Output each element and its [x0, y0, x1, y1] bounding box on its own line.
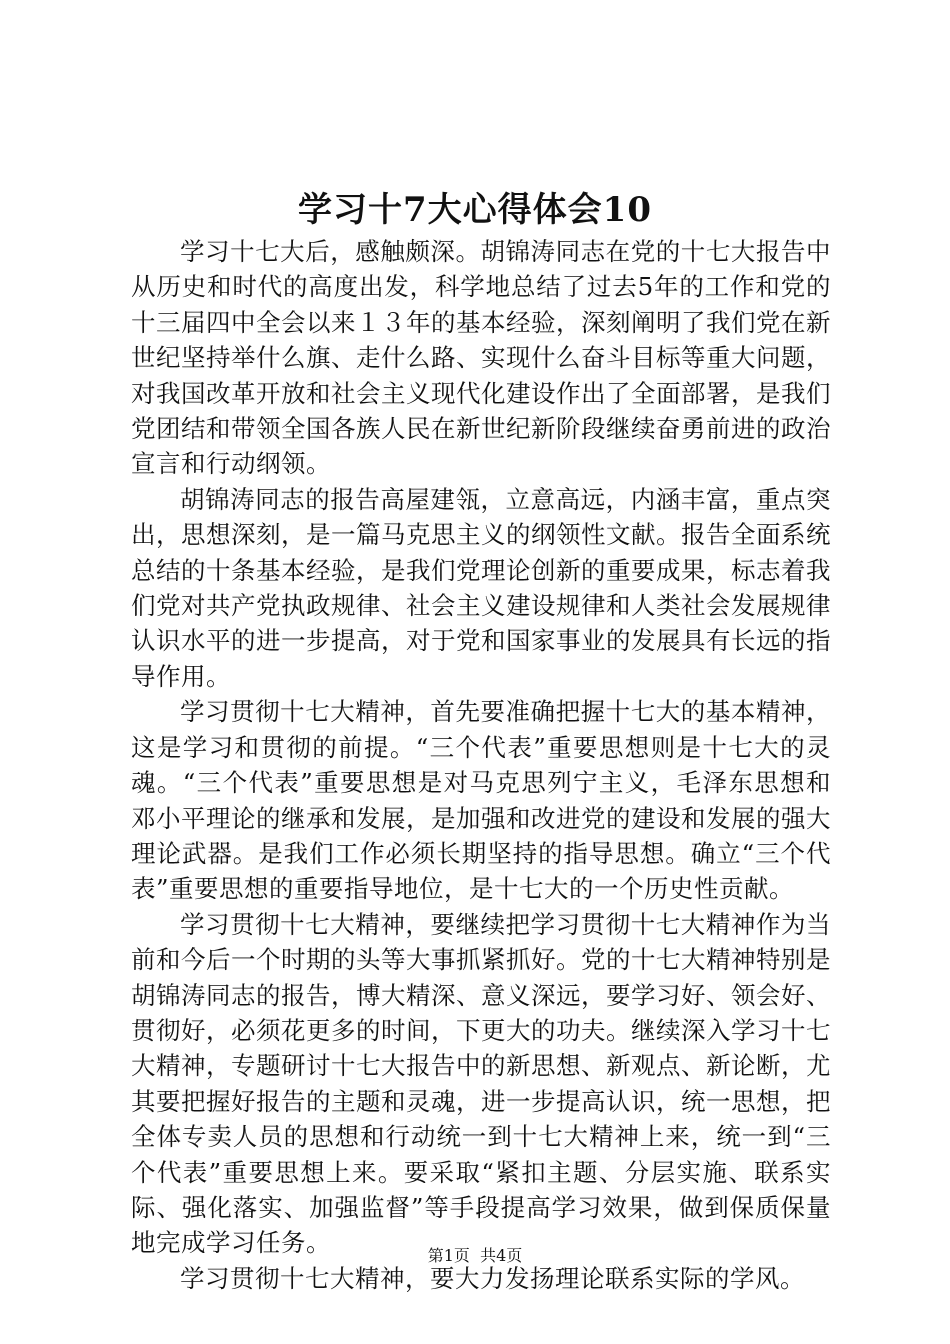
- document-title: 学习十7大心得体会10: [298, 190, 652, 230]
- paragraph-5: 学习贯彻十七大精神，要大力发扬理论联系实际的学风。: [180, 1263, 805, 1293]
- paragraph-4: 学习贯彻十七大精神，要继续把学习贯彻十七大精神作为当前和今后一个时期的头等大事抓紧抓好。党的十七大精神特别是胡锦涛同志的报告，博大精深、意义深远，要学习好、领会好、贯彻好，必须花更多的时间，下更大的功夫。继续深入学习十七大精神，专题研讨十七大报告中的新思想、新观点、新论断，尤其要把握好报告的主题和灵魂，进一步提高认识，统一思想，把全体专卖人员的思想和行动统一到十七大精神上来，统一到“三个代表”重要思想上来。要采取“紧扣主题、分层实施、联系实际、强化落实、加强监督”等手段提高学习效果，做到保质保量地完成学习任务。: [131, 909, 831, 1258]
- page-footer: [0, 1244, 950, 1268]
- footer-spacer: [470, 1246, 480, 1265]
- paragraph-1: 学习十七大后，感触颇深。胡锦涛同志在党的十七大报告中从历史和时代的高度出发，科学地总结了过去5年的工作和党的十三届四中全会以来１３年的基本经验，深刻阐明了我们党在新世纪坚持举什么旗、走什么路、实现什么奋斗目标等重大问题，对我国改革开放和社会主义现代化建设作出了全面部署，是我们党团结和带领全国各族人民在新世纪新阶段继续奋勇前进的政治宣言和行动纲领。: [131, 237, 831, 479]
- paragraph-3: 学习贯彻十七大精神，首先要准确把握十七大的基本精神，这是学习和贯彻的前提。“三个代表”重要思想则是十七大的灵魂。“三个代表”重要思想是对马克思列宁主义，毛泽东思想和邓小平理论的继承和发展，是加强和改进党的建设和发展的强大理论武器。是我们工作必须长期坚持的指导思想。确立“三个代表”重要思想的重要指导地位，是十七大的一个历史性贡献。: [131, 697, 831, 904]
- page-total: 共4页: [480, 1246, 523, 1265]
- document-body: [131, 234, 831, 1296]
- paragraph-2: 胡锦涛同志的报告高屋建瓴，立意高远，内涵丰富，重点突出，思想深刻，是一篇马克思主义的纲领性文献。报告全面系统总结的十条基本经验，是我们党理论创新的重要成果，标志着我们党对共产党执政规律、社会主义建设规律和人类社会发展规律认识水平的进一步提高，对于党和国家事业的发展具有长远的指导作用。: [131, 484, 831, 691]
- page-number: 第1页: [427, 1246, 470, 1265]
